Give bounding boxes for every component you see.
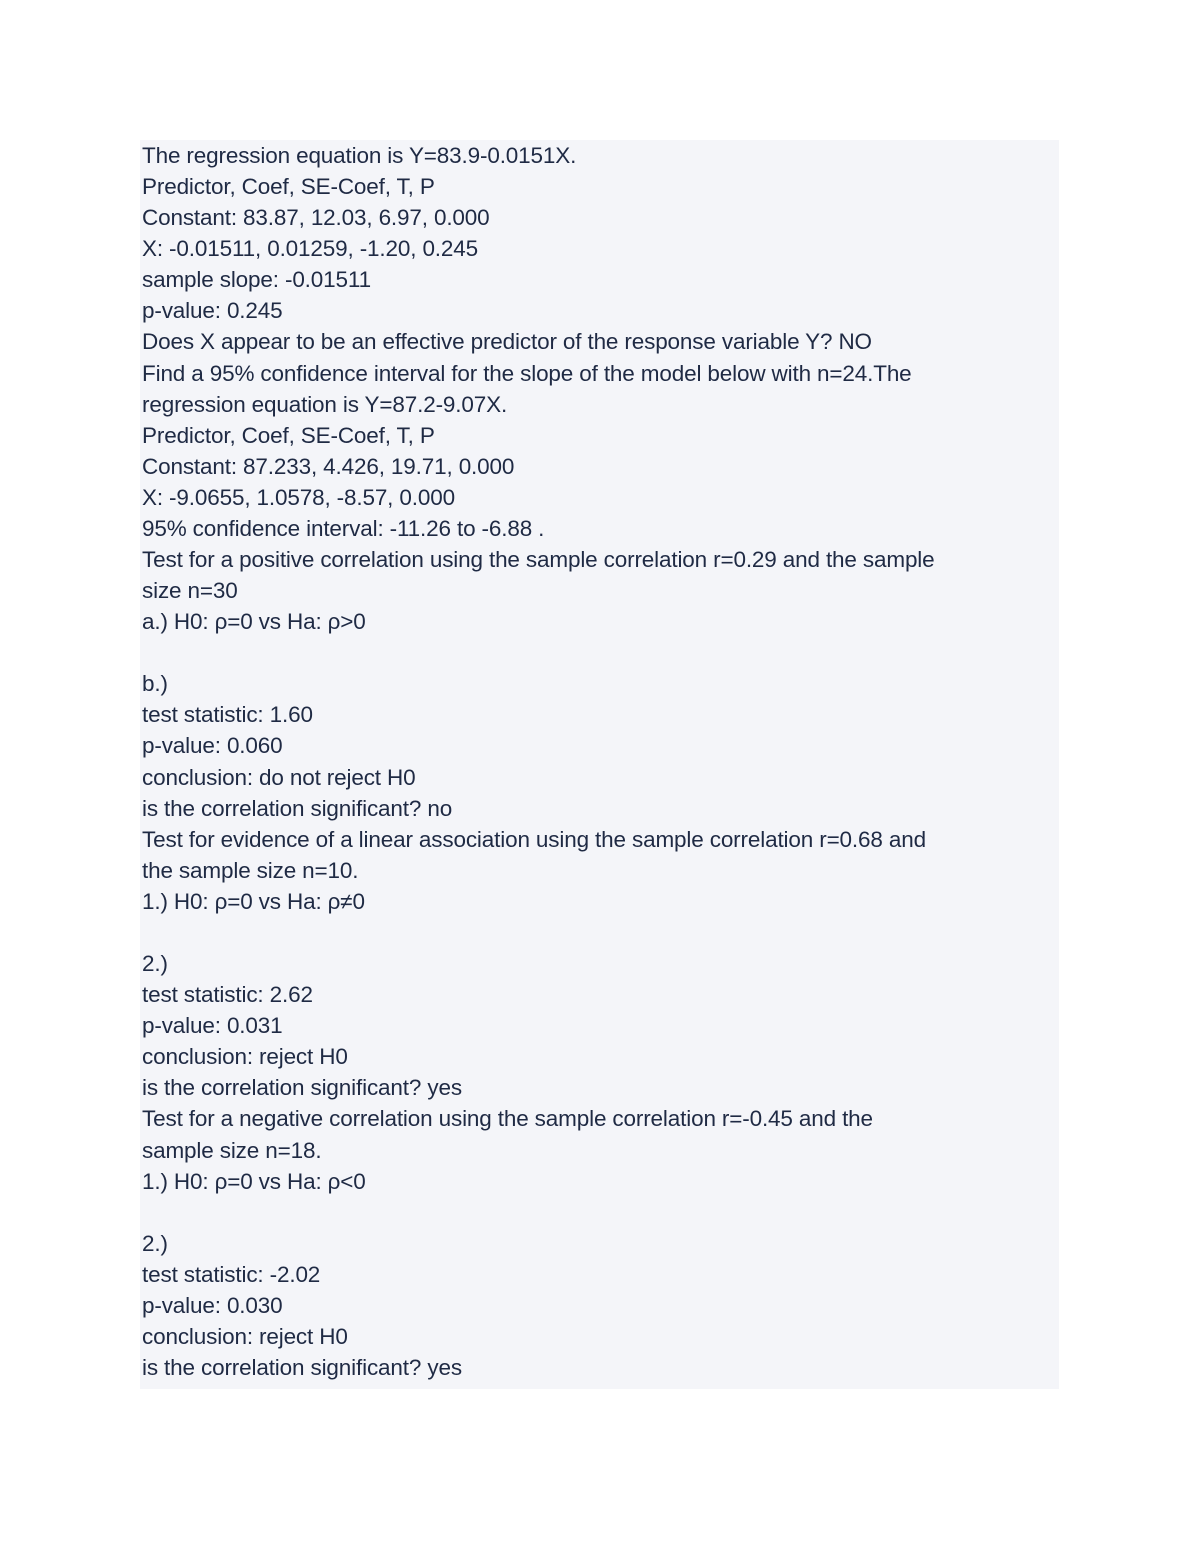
text-line: 95% confidence interval: -11.26 to -6.88 . xyxy=(142,515,545,541)
text-line: 2.) xyxy=(142,951,168,977)
text-line: regression equation is Y=87.2-9.07X. xyxy=(142,391,508,417)
text-line: Test for a negative correlation using the sample correlation r=-0.45 and the xyxy=(142,1106,873,1132)
text-line: Test for a positive correlation using the sample correlation r=0.29 and the sample xyxy=(142,547,935,573)
text-line: sample size n=18. xyxy=(142,1137,322,1163)
text-line: is the correlation significant? yes xyxy=(142,1355,462,1381)
text-line: a.) H0: ρ=0 vs Ha: ρ>0 xyxy=(142,609,366,635)
text-line: X: -0.01511, 0.01259, -1.20, 0.245 xyxy=(142,236,478,262)
text-line: test statistic: 2.62 xyxy=(142,982,313,1008)
text-line: is the correlation significant? no xyxy=(142,795,453,821)
text-line: p-value: 0.031 xyxy=(142,1013,283,1039)
text-line: 2.) xyxy=(142,1230,168,1256)
text-line: sample slope: -0.01511 xyxy=(142,267,371,293)
text-line: X: -9.0655, 1.0578, -8.57, 0.000 xyxy=(142,484,455,510)
text-line: b.) xyxy=(142,671,168,697)
text-line: Predictor, Coef, SE-Coef, T, P xyxy=(142,422,435,448)
text-line: Constant: 83.87, 12.03, 6.97, 0.000 xyxy=(142,205,490,231)
text-line: p-value: 0.060 xyxy=(142,733,283,759)
document-lines xyxy=(142,140,1057,1383)
text-line: Test for evidence of a linear association using the sample correlation r=0.68 and xyxy=(142,826,926,852)
text-line: 1.) H0: ρ=0 vs Ha: ρ≠0 xyxy=(142,888,365,914)
text-line: size n=30 xyxy=(142,578,238,604)
text-line: p-value: 0.245 xyxy=(142,298,283,324)
text-line: is the correlation significant? yes xyxy=(142,1075,462,1101)
text-line: conclusion: do not reject H0 xyxy=(142,764,416,790)
text-line: 1.) H0: ρ=0 vs Ha: ρ<0 xyxy=(142,1168,366,1194)
blank-line xyxy=(142,1197,1057,1228)
text-line: Constant: 87.233, 4.426, 19.71, 0.000 xyxy=(142,453,515,479)
text-line: Find a 95% confidence interval for the slope of the model below with n=24.The xyxy=(142,360,912,386)
text-line: conclusion: reject H0 xyxy=(142,1044,348,1070)
blank-line xyxy=(142,917,1057,948)
text-line: test statistic: 1.60 xyxy=(142,702,313,728)
document-content-block xyxy=(140,140,1059,1389)
text-line: Does X appear to be an effective predictor of the response variable Y? NO xyxy=(142,329,872,355)
text-line: test statistic: -2.02 xyxy=(142,1261,321,1287)
blank-line xyxy=(142,637,1057,668)
text-line: conclusion: reject H0 xyxy=(142,1323,348,1349)
text-line: The regression equation is Y=83.9-0.0151X. xyxy=(142,143,577,168)
text-line: the sample size n=10. xyxy=(142,857,359,883)
text-line: p-value: 0.030 xyxy=(142,1292,283,1318)
text-line: Predictor, Coef, SE-Coef, T, P xyxy=(142,174,435,200)
